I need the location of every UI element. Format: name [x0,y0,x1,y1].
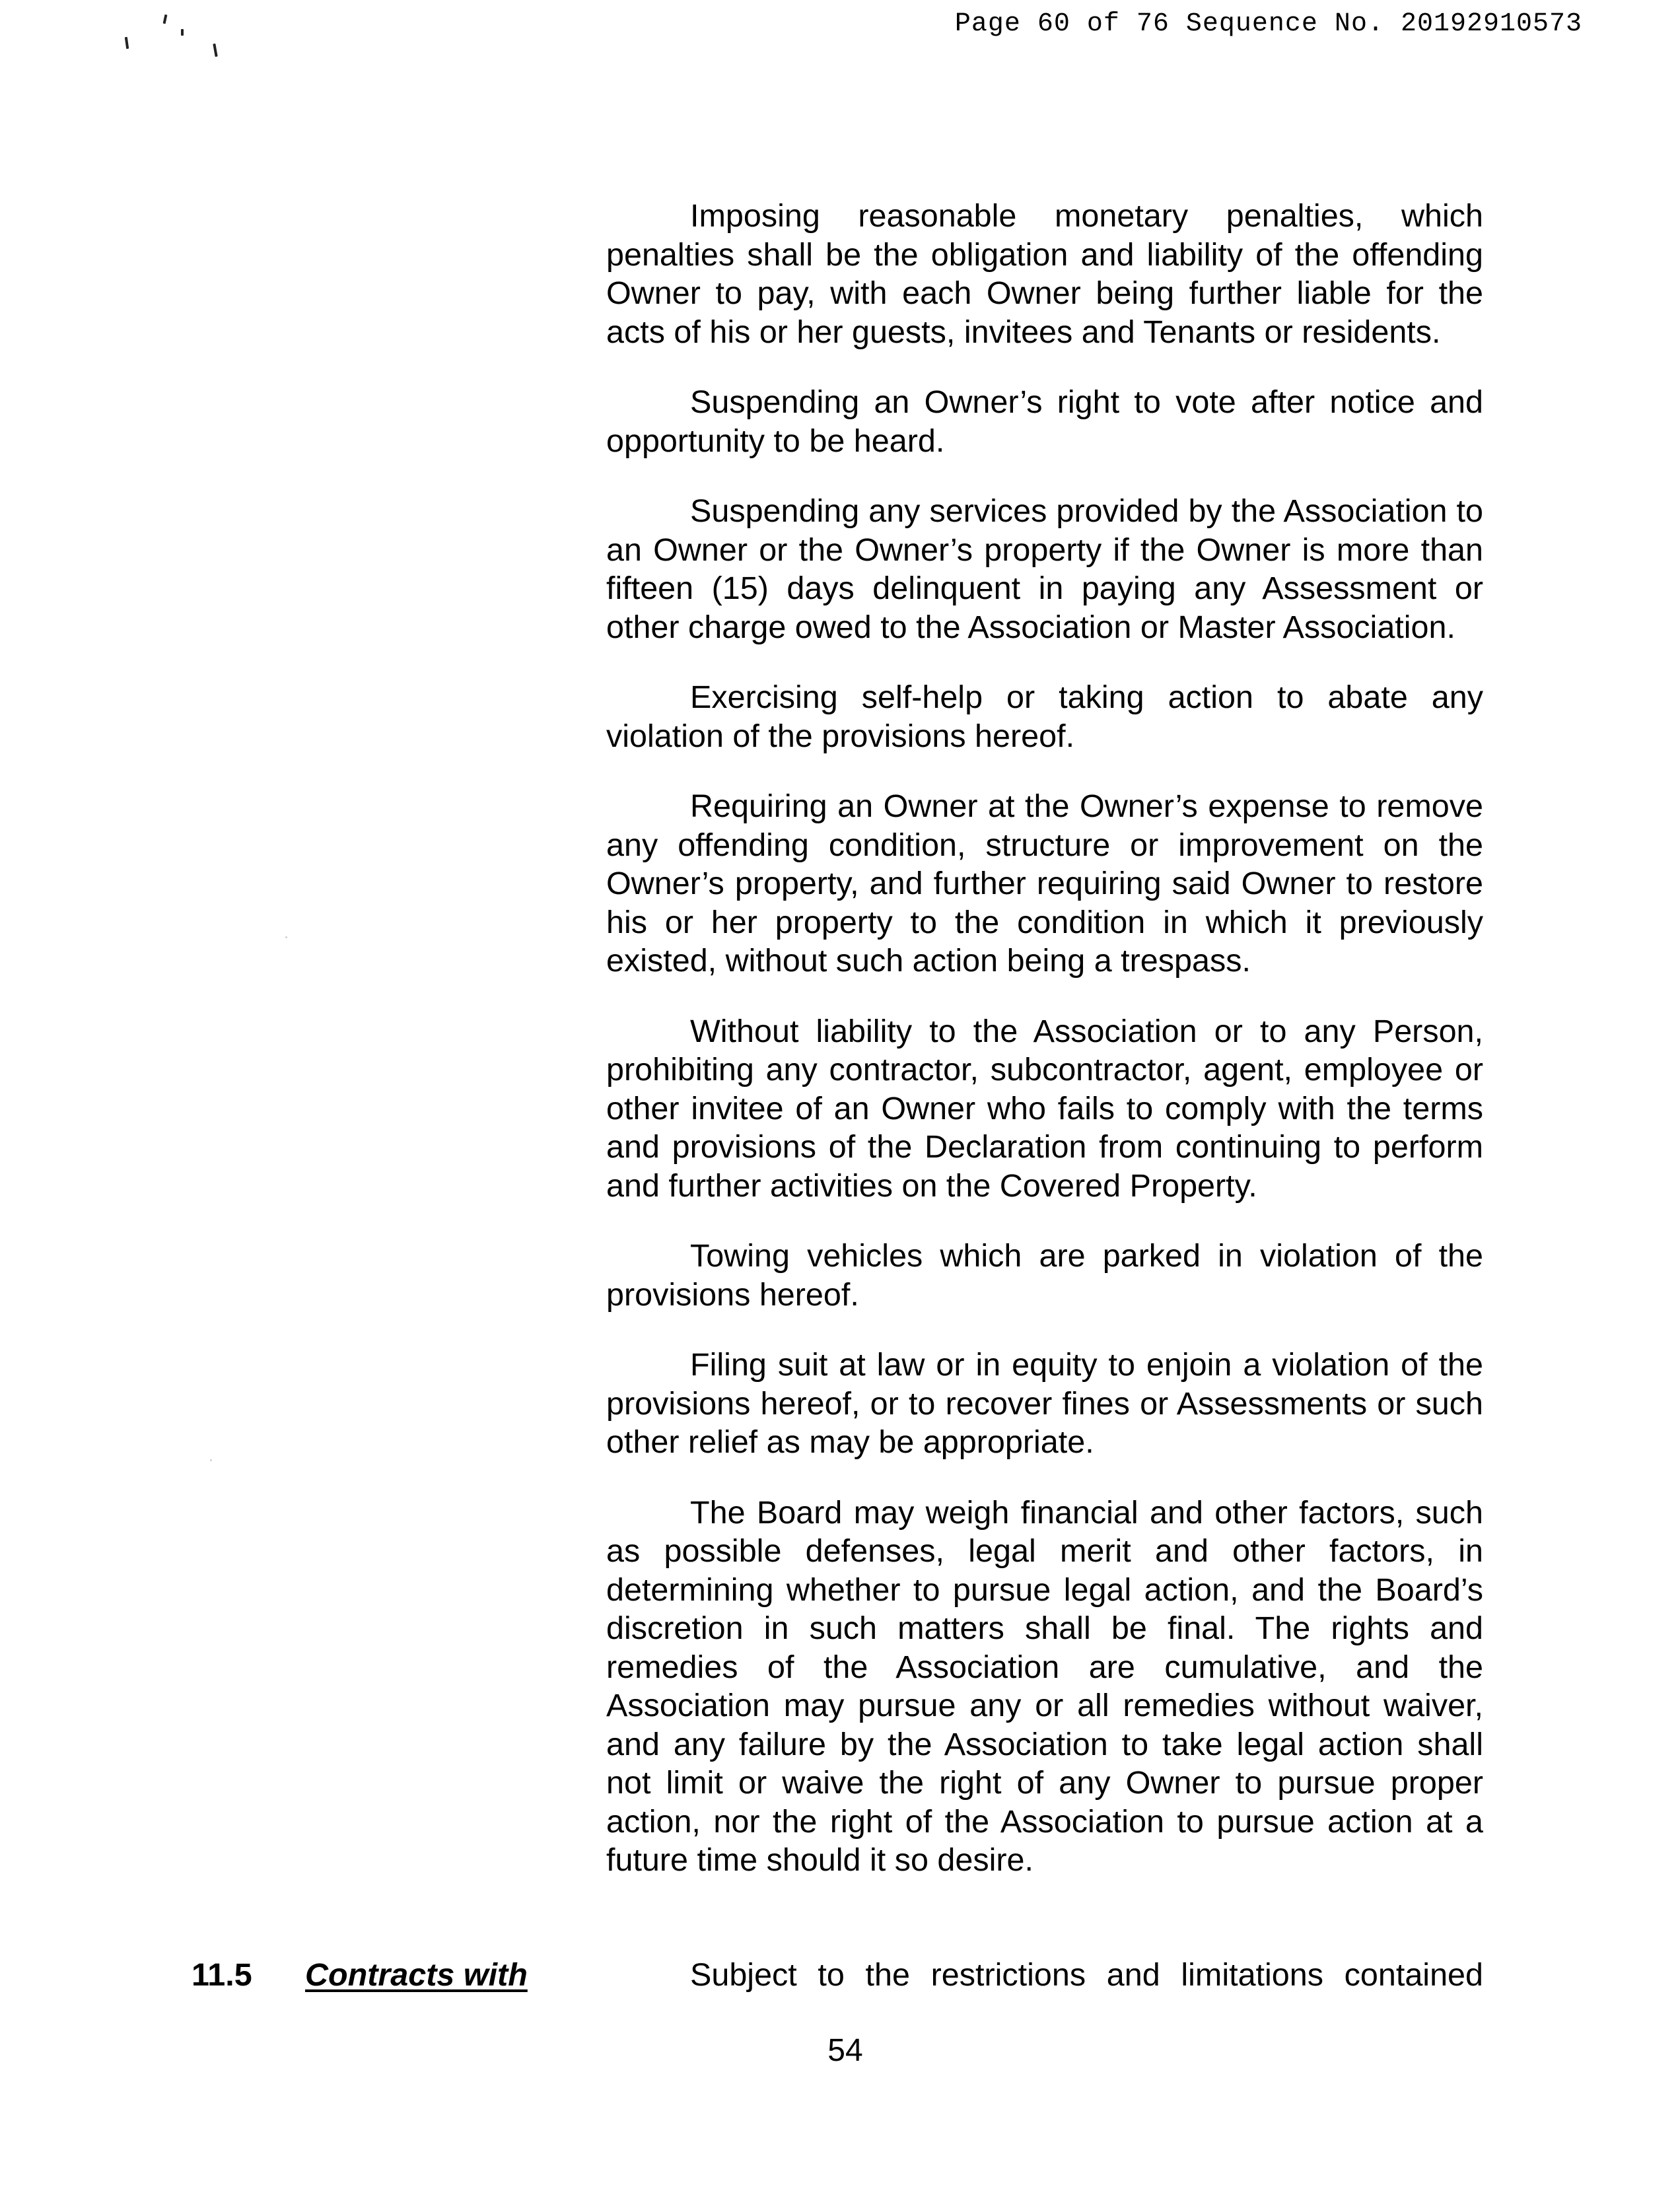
section-11-5 [0,1956,1680,1995]
document-body [606,197,1483,1912]
paragraph-remove-condition: Requiring an Owner at the Owner’s expense to remove any offending condition, structure or improvement on the Owner’s property, and further requiring said Owner to restore his or her property to the condition in which it previously existed, without such action being a trespass. [606,788,1483,979]
paragraph-towing: Towing vehicles which are parked in violation of the provisions hereof. [606,1238,1483,1313]
scan-speck [285,936,287,938]
scan-artifact-marks [125,12,231,58]
page-sequence-stamp: Page 60 of 76 Sequence No. 20192910573 [954,9,1582,39]
paragraph-filing-suit: Filing suit at law or in equity to enjoin a violation of the provisions hereof, or to recover fines or Assessments or such other relief as may be appropriate. [606,1347,1483,1460]
paragraph-self-help: Exercising self-help or taking action to abate any violation of the provisions hereof. [606,679,1483,754]
section-title: Contracts with [305,1957,528,1993]
section-text: Subject to the restrictions and limitations contained [690,1957,1483,1993]
section-number: 11.5 [192,1957,252,1993]
paragraph-suspend-services: Suspending any services provided by the Association to an Owner or the Owner’s property if the Owner is more than fifteen (15) days delinquent in paying any Assessment or other charge owed to the Association or Master Association. [606,493,1483,645]
paragraph-monetary-penalties: Imposing reasonable monetary penalties, which penalties shall be the obligation and liability of the offending Owner to pay, with each Owner being further liable for the acts of his or her guests, invitees and Tenants or residents. [606,198,1483,350]
paragraph-prohibit-contractors: Without liability to the Association or to any Person, prohibiting any contractor, subcontractor, agent, employee or other invitee of an Owner who fails to comply with the terms and provisions of the Declaration from continuing to perform and further activities on the Covered Property. [606,1013,1483,1204]
paragraph-suspend-vote: Suspending an Owner’s right to vote after notice and opportunity to be heard. [606,384,1483,459]
scan-speck [210,1459,212,1461]
page-number: 54 [827,2033,863,2068]
paragraph-board-discretion: The Board may weigh financial and other factors, such as possible defenses, legal merit and other factors, in determining whether to pursue legal action, and the Board’s discretion in such matters shall be final. The rights and remedies of the Association are cumulative, and the Association may pursue any or all remedies without waiver, and any failure by the Association to take legal action shall not limit or waive the right of any Owner to pursue proper action, nor the right of the Association to pursue action at a future time should it so desire. [606,1494,1483,1878]
